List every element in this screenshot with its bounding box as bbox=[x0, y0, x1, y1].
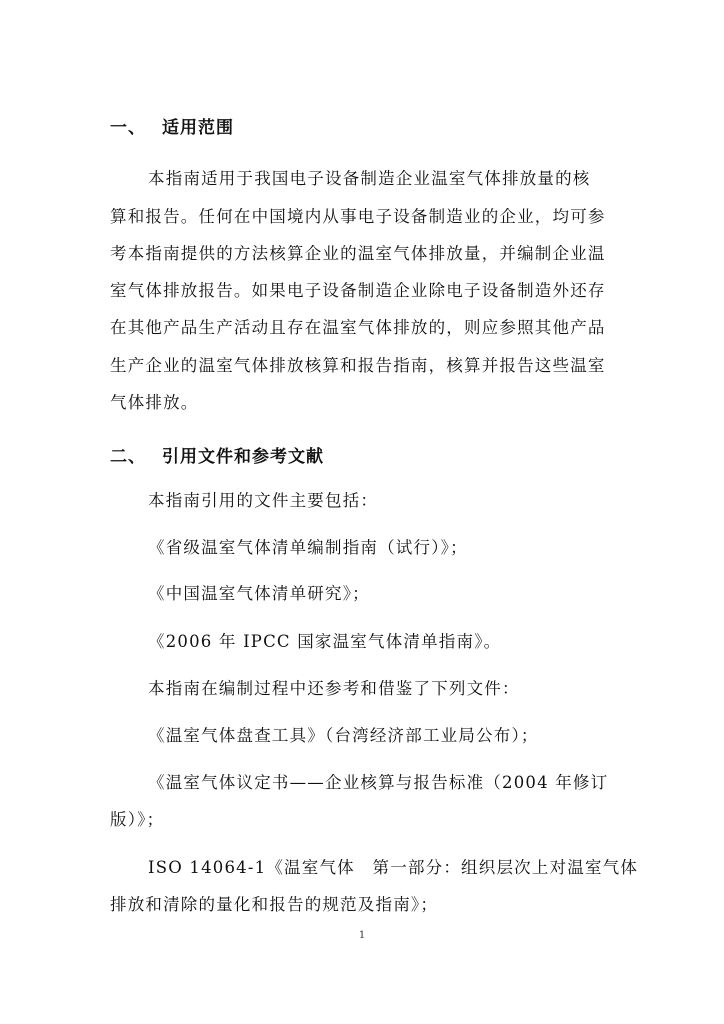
reference-item-continuation: 版）》； bbox=[110, 810, 165, 829]
reference-item: 《温室气体盘查工具》（台湾经济部工业局公布）； bbox=[148, 726, 539, 745]
reference-item: 《中国温室气体清单研究》； bbox=[148, 584, 370, 603]
section-number: 一、 bbox=[110, 118, 146, 138]
reference-item: 《省级温室气体清单编制指南（试行）》； bbox=[148, 538, 468, 557]
paragraph-line: 气体排放。 bbox=[110, 393, 199, 412]
page-number: 1 bbox=[358, 930, 366, 941]
paragraph-line: 考本指南提供的方法核算企业的温室气体排放量，并编制企业温 bbox=[110, 244, 606, 263]
paragraph-line: 生产企业的温室气体排放核算和报告指南，核算并报告这些温室 bbox=[110, 356, 606, 375]
paragraph-line: 算和报告。任何在中国境内从事电子设备制造业的企业，均可参 bbox=[110, 207, 606, 226]
section-heading-references bbox=[110, 442, 324, 467]
reference-item: 《温室气体议定书——企业核算与报告标准（2004 年修订 bbox=[148, 773, 609, 792]
reference-item: ISO 14064-1《温室气体 第一部分：组织层次上对温室气体 bbox=[148, 858, 639, 877]
section-number: 二、 bbox=[110, 447, 146, 467]
paragraph-line: 在其他产品生产活动且存在温室气体排放的，则应参照其他产品 bbox=[110, 318, 606, 337]
section-title: 引用文件和参考文献 bbox=[162, 447, 324, 467]
paragraph-line: 室气体排放报告。如果电子设备制造企业除电子设备制造外还存 bbox=[110, 281, 606, 300]
section-heading-scope bbox=[110, 113, 234, 138]
reference-item-continuation: 排放和清除的量化和报告的规范及指南》； bbox=[110, 895, 439, 914]
section-title: 适用范围 bbox=[162, 118, 234, 138]
paragraph-line: 本指南引用的文件主要包括： bbox=[148, 491, 379, 510]
paragraph-line: 本指南适用于我国电子设备制造企业温室气体排放量的核 bbox=[148, 169, 591, 188]
paragraph-line: 本指南在编制过程中还参考和借鉴了下列文件： bbox=[148, 679, 520, 698]
reference-item: 《2006 年 IPCC 国家温室气体清单指南》。 bbox=[148, 632, 502, 651]
